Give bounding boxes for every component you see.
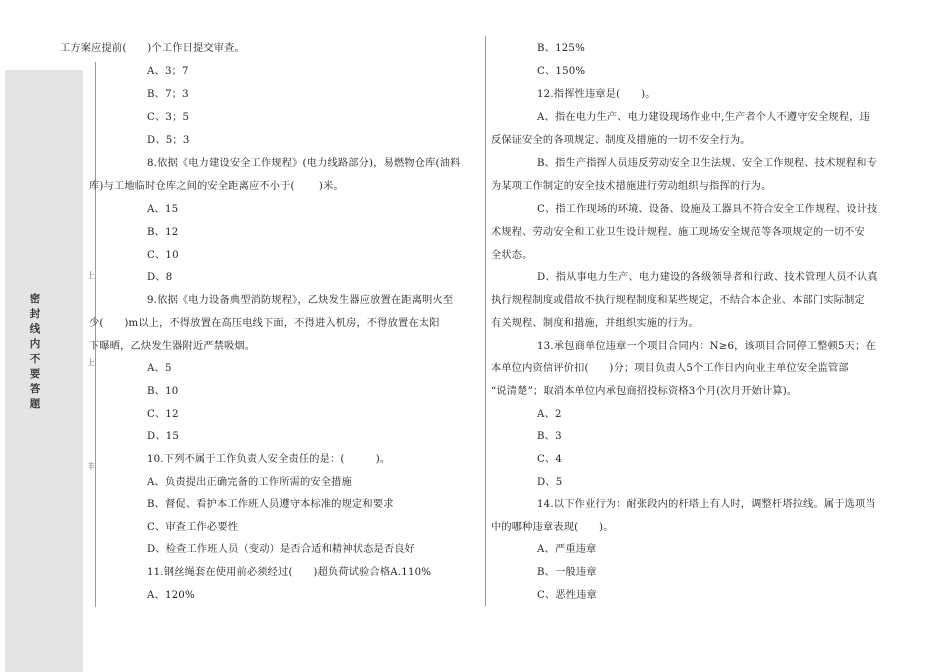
text-line: B、7；3 xyxy=(147,89,189,100)
text-line: B、10 xyxy=(147,386,179,397)
text-line: 13.承包商单位违章一个项目合同内：N≥6，该项目合同停工整顿5天；在 xyxy=(537,341,876,352)
text-line: A、120% xyxy=(147,590,195,601)
text-line: C、指工作现场的环境、设备、设施及工器具不符合安全工作规程、设计技 xyxy=(537,204,878,215)
text-line: 10.下列不属于工作负责人安全责任的是：( )。 xyxy=(147,454,391,465)
text-line: 14.以下作业行为：耐张段内的杆塔上有人时，调整杆塔拉线。属于选项当 xyxy=(537,499,876,510)
text-line: 本单位内资信评价扣( )分；项目负责人5个工作日内向业主单位安全监管部 xyxy=(491,363,849,374)
text-line: B、125% xyxy=(537,43,585,54)
text-line: “说清楚”；取消本单位内承包商招投标资格3个月(次月开始计算)。 xyxy=(491,386,798,397)
text-line: B、督促、看护本工作班人员遵守本标准的规定和要求 xyxy=(147,499,394,510)
text-line: 为某项工作制定的安全技术措施进行劳动组织与指挥的行为。 xyxy=(491,181,772,192)
text-line: C、审查工作必要性 xyxy=(147,522,239,533)
text-line: C、3；5 xyxy=(147,112,190,123)
text-line: C、12 xyxy=(147,409,179,420)
text-line: 反保证安全的各项规定、制度及措施的一切不安全行为。 xyxy=(491,135,751,146)
text-line: C、4 xyxy=(537,454,563,465)
text-line: C、150% xyxy=(537,66,586,77)
text-line: A、5 xyxy=(147,363,172,374)
margin-line xyxy=(95,62,96,607)
text-line: 下曝晒，乙炔发生器附近严禁吸烟。 xyxy=(89,341,256,352)
text-line: 11.钢丝绳套在使用前必须经过( )超负荷试验合格A.110% xyxy=(147,567,432,578)
text-line: 12.指挥性违章是( )。 xyxy=(537,89,656,100)
text-line: 执行规程制度或借故不执行规程制度和某些规定，不结合本企业、本部门实际制定 xyxy=(491,295,865,306)
text-line: 少( )m以上，不得放置在高压电线下面，不得进入机房，不得放置在太阳 xyxy=(89,318,440,329)
text-line: A、2 xyxy=(537,409,562,420)
text-line: C、10 xyxy=(147,250,179,261)
text-line: 8.依据《电力建设安全工作规程》(电力线路部分)，易燃物仓库(油料 xyxy=(147,158,461,169)
text-line: B、12 xyxy=(147,227,179,238)
binding-strip xyxy=(5,70,83,672)
text-line: D、15 xyxy=(147,431,180,442)
text-line: C、恶性违章 xyxy=(537,590,597,601)
text-line: D、检查工作班人员（变动）是否合适和精神状态是否良好 xyxy=(147,544,416,555)
text-line: 工方案应提前( )个工作日提交审查。 xyxy=(60,43,245,54)
text-line: D、8 xyxy=(147,272,173,283)
text-line: 术规程、劳动安全和工业卫生设计规程、施工现场安全规范等各项规定的一切不安 xyxy=(491,227,865,238)
text-line: A、15 xyxy=(147,204,179,215)
text-line: A、3；7 xyxy=(147,66,189,77)
text-line: B、3 xyxy=(537,431,562,442)
column-divider xyxy=(485,36,486,606)
text-line: A、指在电力生产、电力建设现场作业中,生产者个人不遵守安全规程，违 xyxy=(537,112,871,123)
text-line: D、指从事电力生产、电力建设的各级领导者和行政、技术管理人员不认真 xyxy=(537,272,878,283)
binding-notice: 密封线内不要答题 xyxy=(29,293,41,410)
text-line: 9.依据《电力设备典型消防规程》，乙炔发生器应放置在距离明火至 xyxy=(147,295,454,306)
text-line: A、负责提出正确完备的工作所需的安全措施 xyxy=(147,477,352,488)
text-line: 库)与工地临时仓库之间的安全距离应不小于( )米。 xyxy=(89,181,344,192)
binding-tick: 上 xyxy=(87,358,95,367)
text-line: A、严重违章 xyxy=(537,544,597,555)
text-line: B、一般违章 xyxy=(537,567,597,578)
binding-tick: 上 xyxy=(87,271,95,280)
text-line: 中的哪种违章表现( )。 xyxy=(491,522,614,533)
text-line: 全状态。 xyxy=(491,250,533,261)
binding-tick: 丰 xyxy=(87,462,95,471)
text-line: D、5；3 xyxy=(147,135,190,146)
text-line: D、5 xyxy=(537,477,563,488)
text-line: B、指生产指挥人员违反劳动安全卫生法规、安全工作规程、技术规程和专 xyxy=(537,158,878,169)
text-line: 有关规程、制度和措施，并组织实施的行为。 xyxy=(491,318,699,329)
